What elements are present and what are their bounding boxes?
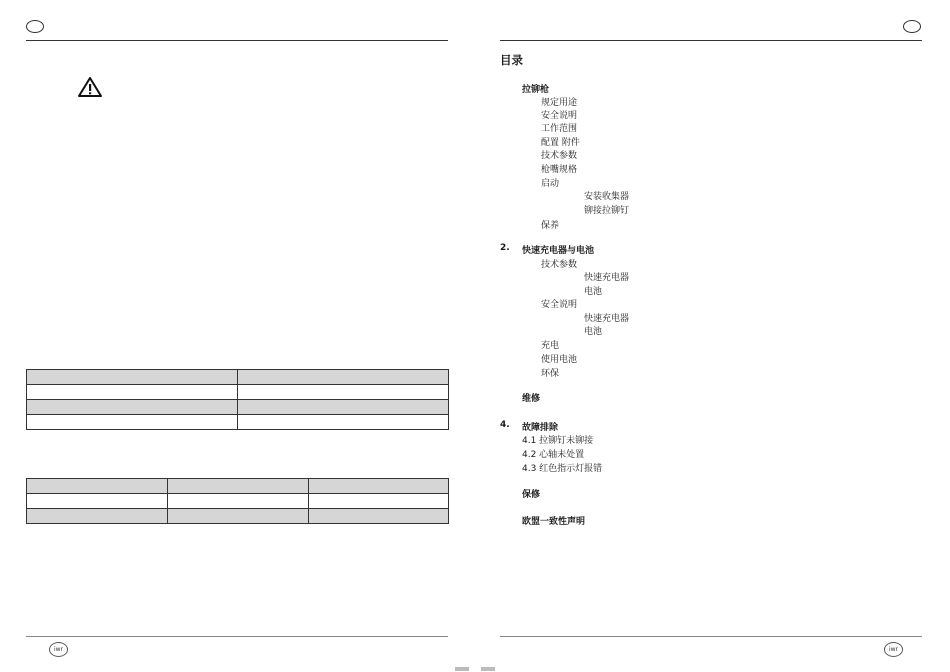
footer-rule-right: [500, 636, 922, 637]
toc-item: 4.2 心轴未处置: [522, 450, 585, 460]
toc-item: 安全说明: [541, 111, 578, 121]
toc-item: 保养: [541, 221, 560, 231]
brand-logo-left: iwr: [49, 642, 68, 657]
table-row: [27, 415, 449, 430]
footer-rule-left: [26, 636, 448, 637]
toc-subitem: 快速充电器: [584, 273, 630, 283]
page-mark-circle-icon: [903, 20, 921, 33]
toc-item: 使用电池: [541, 355, 578, 365]
toc-item: 启动: [541, 179, 560, 189]
toc-item: 规定用途: [541, 98, 578, 108]
toc-item: 充电: [541, 341, 560, 351]
toc-item: 技术参数: [541, 260, 578, 270]
table-row: [27, 370, 449, 385]
table-row: [27, 385, 449, 400]
table-row: [27, 494, 449, 509]
spec-table-2: [26, 478, 449, 524]
toc-section-6-title: 欧盟一致性声明: [522, 517, 586, 527]
warning-triangle-icon: [77, 76, 103, 98]
table-row: [27, 509, 449, 524]
toc-item: 4.3 红色指示灯报错: [522, 464, 603, 474]
toc-item: 技术参数: [541, 151, 578, 161]
toc-section-1-title: 拉铆枪: [522, 85, 550, 95]
toc-subitem: 电池: [584, 287, 603, 297]
toc-section-2-title: 快速充电器与电池: [522, 246, 595, 256]
header-rule-right: [500, 40, 922, 41]
toc-item: 配置 附件: [541, 138, 580, 148]
spec-table-1: [26, 369, 449, 430]
header-rule-left: [26, 40, 448, 41]
toc-section-5-title: 保修: [522, 490, 541, 500]
toc-subitem: 快速充电器: [584, 314, 630, 324]
table-row: [27, 479, 449, 494]
toc-subitem: 安装收集器: [584, 192, 630, 202]
toc-item: 4.1 拉铆钉未铆接: [522, 436, 594, 446]
page-nav-next[interactable]: [481, 667, 495, 671]
toc-section-4-number: 4.: [500, 420, 510, 430]
toc-item: 安全说明: [541, 300, 578, 310]
toc-section-2-number: 2.: [500, 243, 510, 253]
toc-section-4-title: 故障排除: [522, 423, 559, 433]
page-nav-prev[interactable]: [455, 667, 469, 671]
toc-item: 环保: [541, 369, 560, 379]
toc-subitem: 电池: [584, 327, 603, 337]
page-mark-circle-icon: [26, 20, 44, 33]
toc-section-3-title: 维修: [522, 394, 541, 404]
table-row: [27, 400, 449, 415]
brand-logo-right: iwr: [884, 642, 903, 657]
toc-item: 工作范围: [541, 124, 578, 134]
toc-subitem: 铆接拉铆钉: [584, 206, 630, 216]
toc-title: 目录: [500, 53, 523, 67]
toc-item: 枪嘴规格: [541, 165, 578, 175]
